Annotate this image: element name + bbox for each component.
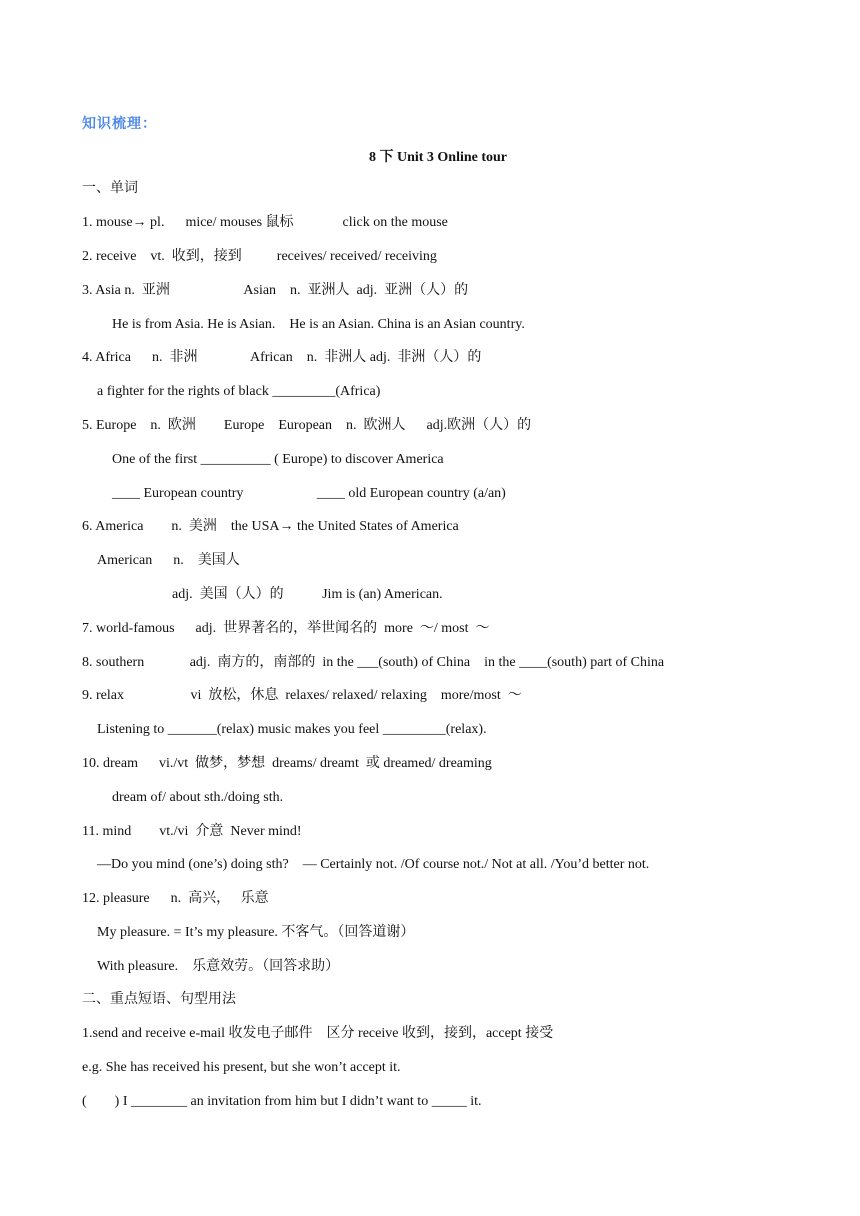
text-line: 4. Africa n. 非洲 African n. 非洲人 adj. 非洲（人）的 (82, 350, 482, 365)
text-line: 12. pleasure n. 高兴， 乐意 (82, 891, 269, 906)
text-line: 二、重点短语、句型用法 (82, 992, 236, 1007)
text-line: With pleasure. 乐意效劳。（回答求助） (97, 959, 340, 974)
text-line: a fighter for the rights of black _________(Africa) (97, 384, 381, 399)
text-line: One of the first __________ ( Europe) to discover America (112, 452, 444, 467)
text-line: 3. Asia n. 亚洲 Asian n. 亚洲人 adj. 亚洲（人）的 (82, 283, 469, 298)
text-line: 10. dream vi./vt 做梦，梦想 dreams/ dreamt 或 dreamed/ dreaming (82, 756, 492, 771)
text-line: 1.send and receive e-mail 收发电子邮件 区分 receive 收到，接到，accept 接受 (82, 1026, 554, 1041)
text-line: 6. America n. 美洲 the USA→ the United States of America (82, 519, 459, 534)
text-line: American n. 美国人 (97, 553, 240, 568)
text-line: 9. relax vi 放松，休息 relaxes/ relaxed/ relaxing more/most ～ (82, 688, 522, 703)
text-line: My pleasure. = It’s my pleasure. 不客气。（回答道谢） (97, 925, 415, 940)
text-line: adj. 美国（人）的 Jim is (an) American. (172, 587, 443, 602)
section-heading: 知识梳理： (82, 116, 157, 132)
text-line: 7. world-famous adj. 世界著名的，举世闻名的 more ～/ most ～ (82, 621, 490, 636)
text-line: —Do you mind (one’s) doing sth? — Certainly not. /Of course not./ Not at all. /You’d better not. (97, 857, 650, 872)
text-line: ( ) I ________ an invitation from him but I didn’t want to _____ it. (82, 1094, 482, 1109)
text-line: e.g. She has received his present, but she won’t accept it. (82, 1060, 401, 1075)
text-line: 1. mouse→ pl. mice/ mouses 鼠标 click on the mouse (82, 215, 448, 230)
text-line: dream of/ about sth./doing sth. (112, 790, 284, 805)
text-line: He is from Asia. He is Asian. He is an Asian. China is an Asian country. (112, 317, 525, 332)
text-line: 5. Europe n. 欧洲 Europe European n. 欧洲人 adj.欧洲（人）的 (82, 418, 532, 433)
page-title: 8 下 Unit 3 Online tour (368, 150, 508, 165)
text-line: 一、单词 (82, 181, 138, 196)
text-line: ____ European country ____ old European country (a/an) (112, 486, 506, 501)
text-line: 2. receive vt. 收到，接到 receives/ received/ receiving (82, 249, 437, 264)
text-line: 8. southern adj. 南方的，南部的 in the ___(south) of China in the ____(south) part of China (82, 655, 665, 670)
text-line: Listening to _______(relax) music makes you feel _________(relax). (97, 722, 487, 737)
text-line: 11. mind vt./vi 介意 Never mind! (82, 824, 302, 839)
